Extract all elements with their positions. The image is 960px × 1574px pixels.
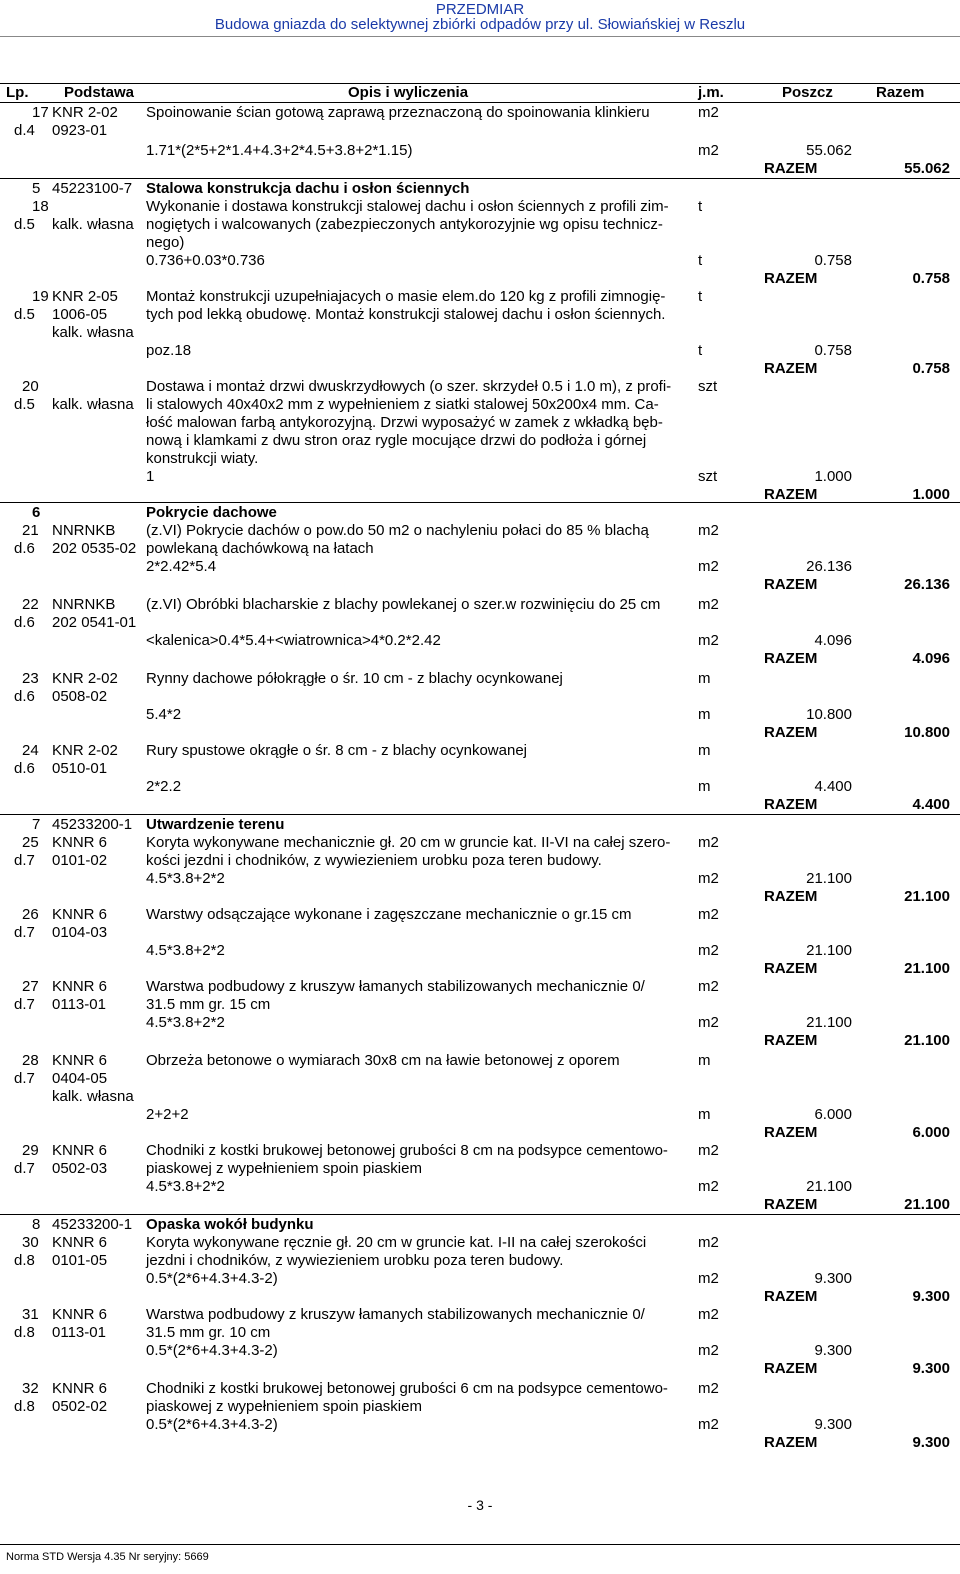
page-number: - 3 -: [467, 1497, 493, 1513]
table-cell: piaskowej z wypełnieniem spoin piaskiem: [146, 1398, 422, 1415]
table-cell: nego): [146, 234, 185, 251]
table-row: [0, 1342, 960, 1360]
table-cell: 18: [32, 198, 49, 215]
table-cell: 7: [32, 816, 41, 833]
table-cell: 0502-02: [52, 1398, 108, 1415]
table-cell: RAZEM: [764, 650, 818, 667]
table-cell: poz.18: [146, 342, 192, 359]
table-cell: Koryta wykonywane ręcznie gł. 20 cm w gruncie kat. I-II na całej szerokości: [146, 1234, 647, 1251]
table-cell: t: [698, 198, 703, 215]
table-cell: 1.000: [814, 468, 852, 485]
table-cell: d.8: [14, 1324, 35, 1341]
table-cell: KNNR 6: [52, 834, 108, 851]
table-cell: 4.096: [912, 650, 950, 667]
table-cell: m2: [698, 1234, 719, 1251]
table-cell: m2: [698, 1342, 719, 1359]
table-cell: piaskowej z wypełnieniem spoin piaskiem: [146, 1160, 422, 1177]
table-row: [0, 1270, 960, 1288]
table-cell: 2*2.2: [146, 778, 182, 795]
table-cell: m2: [698, 870, 719, 887]
table-row: [0, 1216, 960, 1234]
table-cell: powlekaną dachówkową na łatach: [146, 540, 374, 557]
table-cell: Chodniki z kostki brukowej betonowej grubości 8 cm na podsypce cementowo-: [146, 1142, 668, 1159]
table-cell: 0508-02: [52, 688, 108, 705]
table-row: [0, 288, 960, 306]
table-row: [0, 486, 960, 504]
table-cell: 0.5*(2*6+4.3+4.3-2): [146, 1342, 278, 1359]
table-row: [0, 160, 960, 178]
table-cell: (z.VI) Pokrycie dachów o pow.do 50 m2 o nachyleniu połaci do 85 % blachą: [146, 522, 649, 539]
col-podstawa: Podstawa: [64, 84, 135, 101]
table-row: [0, 852, 960, 870]
table-cell: tych pod lekką obudowę. Montaż konstrukcji stalowej dachu i osłon ściennych.: [146, 306, 666, 323]
table-cell: KNNR 6: [52, 906, 108, 923]
table-cell: 0101-02: [52, 852, 108, 869]
table-row: [0, 1070, 960, 1088]
table-cell: 5: [32, 180, 41, 197]
col-opis: Opis i wyliczenia: [348, 84, 469, 101]
table-cell: RAZEM: [764, 360, 818, 377]
table-row: [0, 342, 960, 360]
table-cell: (z.VI) Obróbki blacharskie z blachy powlekanej o szer.w rozwinięciu do 25 cm: [146, 596, 661, 613]
table-cell: RAZEM: [764, 160, 818, 177]
table-row: [0, 688, 960, 706]
table-cell: 19: [32, 288, 49, 305]
table-row: [0, 996, 960, 1014]
table-cell: m: [698, 706, 711, 723]
table-row: [0, 450, 960, 468]
table-cell: 0.5*(2*6+4.3+4.3-2): [146, 1270, 278, 1287]
table-cell: 2*2.42*5.4: [146, 558, 217, 575]
table-cell: 17: [32, 104, 49, 121]
table-cell: KNNR 6: [52, 1234, 108, 1251]
table-row: [0, 1124, 960, 1142]
table-cell: Montaż konstrukcji uzupełniajacych o masie elem.do 120 kg z profili zimnogię-: [146, 288, 666, 305]
table-cell: kalk. własna: [52, 396, 134, 413]
table-cell: m2: [698, 1142, 719, 1159]
table-row: [0, 724, 960, 742]
table-cell: 2+2+2: [146, 1106, 189, 1123]
table-cell: m2: [698, 558, 719, 575]
table-cell: 202 0535-02: [52, 540, 137, 557]
table-cell: d.8: [14, 1398, 35, 1415]
table-row: [0, 760, 960, 778]
table-cell: 1.000: [912, 486, 950, 503]
table-row: [0, 270, 960, 288]
table-cell: jezdni i chodników, z wywiezieniem urobku poza teren budowy.: [146, 1252, 564, 1269]
table-cell: KNNR 6: [52, 1052, 108, 1069]
table-cell: KNNR 6: [52, 1142, 108, 1159]
table-cell: m2: [698, 596, 719, 613]
table-cell: RAZEM: [764, 888, 818, 905]
table-row: [0, 942, 960, 960]
table-cell: d.6: [14, 688, 35, 705]
table-cell: 21.100: [904, 888, 950, 905]
table-row: [0, 1178, 960, 1196]
table-cell: m2: [698, 1306, 719, 1323]
table-cell: 4.5*3.8+2*2: [146, 870, 225, 887]
section-separator: [0, 178, 960, 179]
table-cell: d.5: [14, 306, 35, 323]
table-row: [0, 216, 960, 234]
table-cell: nogiętych i walcowanych (zabezpieczonych antykorozyjnie wg opisu technicz-: [146, 216, 663, 233]
table-cell: 0.736+0.03*0.736: [146, 252, 265, 269]
table-row: [0, 1252, 960, 1270]
table-row: [0, 360, 960, 378]
table-cell: 31: [22, 1306, 39, 1323]
table-cell: KNR 2-05: [52, 288, 118, 305]
table-cell: 0.758: [814, 252, 852, 269]
table-row: [0, 1142, 960, 1160]
table-cell: 0.5*(2*6+4.3+4.3-2): [146, 1416, 278, 1433]
table-cell: 45223100-7: [52, 180, 133, 197]
table-cell: 23: [22, 670, 39, 687]
table-row: [0, 1196, 960, 1214]
table-cell: m2: [698, 978, 719, 995]
table-cell: m2: [698, 1178, 719, 1195]
table-cell: RAZEM: [764, 270, 818, 287]
table-cell: d.7: [14, 924, 35, 941]
table-cell: Warstwa podbudowy z kruszyw łamanych stabilizowanych mechanicznie 0/: [146, 1306, 645, 1323]
table-cell: 29: [22, 1142, 39, 1159]
table-row: [0, 378, 960, 396]
table-cell: 6.000: [912, 1124, 950, 1141]
table-cell: 26: [22, 906, 39, 923]
table-cell: 31.5 mm gr. 10 cm: [146, 1324, 271, 1341]
table-cell: 4.5*3.8+2*2: [146, 942, 225, 959]
table-cell: 9.300: [814, 1416, 852, 1433]
table-cell: Stalowa konstrukcja dachu i osłon ściennych: [146, 180, 470, 197]
table-cell: Koryta wykonywane mechanicznie gł. 20 cm w gruncie kat. II-VI na całej szero-: [146, 834, 671, 851]
table-cell: kalk. własna: [52, 216, 134, 233]
table-cell: 24: [22, 742, 39, 759]
table-cell: łość malowan farbą antykorozyjną. Drzwi wyposażyć w zamek z wkładką bęb-: [146, 414, 663, 431]
table-row: [0, 1088, 960, 1106]
table-cell: KNNR 6: [52, 1306, 108, 1323]
table-cell: 9.300: [912, 1288, 950, 1305]
table-cell: 1006-05: [52, 306, 108, 323]
table-cell: Utwardzenie terenu: [146, 816, 285, 833]
table-row: [0, 396, 960, 414]
table-row: [0, 234, 960, 252]
table-cell: 4.400: [814, 778, 852, 795]
table-cell: d.6: [14, 540, 35, 557]
table-row: [0, 1160, 960, 1178]
table-row: [0, 1288, 960, 1306]
table-row: [0, 1306, 960, 1324]
table-row: [0, 198, 960, 216]
section-separator: [0, 1214, 960, 1215]
table-cell: KNNR 6: [52, 1380, 108, 1397]
table-row: [0, 1380, 960, 1398]
table-row: [0, 522, 960, 540]
table-cell: 5.4*2: [146, 706, 182, 723]
table-cell: m2: [698, 906, 719, 923]
table-row: [0, 796, 960, 814]
table-cell: RAZEM: [764, 1124, 818, 1141]
table-cell: 4.096: [814, 632, 852, 649]
section-separator: [0, 814, 960, 815]
table-row: [0, 324, 960, 342]
col-jm: j.m.: [698, 84, 724, 101]
table-cell: Spoinowanie ścian gotową zaprawą przeznaczoną do spoinowania klinkieru: [146, 104, 650, 121]
table-cell: Rynny dachowe półokrągłe o śr. 10 cm - z blachy ocynkowanej: [146, 670, 563, 687]
table-cell: 30: [22, 1234, 39, 1251]
table-cell: 32: [22, 1380, 39, 1397]
col-poszcz: Poszcz: [782, 84, 833, 101]
table-cell: <kalenica>0.4*5.4+<wiatrownica>4*0.2*2.42: [146, 632, 441, 649]
table-row: [0, 614, 960, 632]
table-cell: RAZEM: [764, 1032, 818, 1049]
table-cell: m2: [698, 632, 719, 649]
table-cell: 27: [22, 978, 39, 995]
table-cell: 20: [22, 378, 39, 395]
table-cell: szt: [698, 468, 718, 485]
table-row: [0, 834, 960, 852]
table-row: [0, 1234, 960, 1252]
table-cell: 21: [22, 522, 39, 539]
table-cell: d.7: [14, 1070, 35, 1087]
table-cell: 4.5*3.8+2*2: [146, 1014, 225, 1031]
table-cell: 21.100: [806, 942, 852, 959]
table-cell: 25: [22, 834, 39, 851]
table-cell: m2: [698, 834, 719, 851]
table-cell: 26.136: [904, 576, 950, 593]
table-cell: konstrukcji wiaty.: [146, 450, 259, 467]
table-cell: 8: [32, 1216, 41, 1233]
table-cell: 10.800: [904, 724, 950, 741]
table-cell: 10.800: [806, 706, 852, 723]
table-row: [0, 888, 960, 906]
table-cell: m2: [698, 942, 719, 959]
table-cell: 45233200-1: [52, 816, 133, 833]
table-cell: Opaska wokół budynku: [146, 1216, 314, 1233]
table-cell: 9.300: [912, 1434, 950, 1451]
table-cell: 0101-05: [52, 1252, 108, 1269]
col-lp: Lp.: [6, 84, 29, 101]
table-row: [0, 870, 960, 888]
table-row: [0, 1360, 960, 1378]
table-cell: 31.5 mm gr. 15 cm: [146, 996, 271, 1013]
table-cell: 21.100: [904, 960, 950, 977]
table-row: [0, 650, 960, 668]
header-rule: [0, 36, 960, 37]
table-cell: m2: [698, 1270, 719, 1287]
table-cell: 21.100: [806, 870, 852, 887]
table-cell: d.7: [14, 996, 35, 1013]
table-row: [0, 180, 960, 198]
table-row: [0, 1032, 960, 1050]
table-cell: m: [698, 778, 711, 795]
table-cell: Wykonanie i dostawa konstrukcji stalowej dachu i osłon ściennych z profili zim-: [146, 198, 669, 215]
table-row: [0, 778, 960, 796]
table-row: [0, 142, 960, 160]
table-cell: KNR 2-02: [52, 670, 118, 687]
table-row: [0, 414, 960, 432]
table-row: [0, 924, 960, 942]
table-cell: 0113-01: [52, 996, 106, 1013]
table-row: [0, 540, 960, 558]
software-note: Norma STD Wersja 4.35 Nr seryjny: 5669: [6, 1551, 209, 1563]
table-cell: Warstwa podbudowy z kruszyw łamanych stabilizowanych mechanicznie 0/: [146, 978, 645, 995]
table-cell: m: [698, 742, 711, 759]
table-cell: kalk. własna: [52, 324, 134, 341]
table-cell: 28: [22, 1052, 39, 1069]
table-cell: d.4: [14, 122, 35, 139]
table-cell: RAZEM: [764, 576, 818, 593]
estimate-table-body: [0, 104, 960, 1544]
table-row: [0, 468, 960, 486]
table-cell: 4.400: [912, 796, 950, 813]
table-cell: 55.062: [904, 160, 950, 177]
table-cell: 0104-03: [52, 924, 108, 941]
table-cell: Warstwy odsączające wykonane i zagęszczane mechanicznie o gr.15 cm: [146, 906, 632, 923]
table-row: [0, 1052, 960, 1070]
table-row: [0, 1106, 960, 1124]
table-cell: m2: [698, 142, 719, 159]
table-cell: 22: [22, 596, 39, 613]
table-row: [0, 558, 960, 576]
table-cell: m: [698, 1052, 711, 1069]
table-cell: 0404-05: [52, 1070, 108, 1087]
table-row: [0, 906, 960, 924]
table-row: [0, 978, 960, 996]
table-cell: RAZEM: [764, 1360, 818, 1377]
table-cell: RAZEM: [764, 1196, 818, 1213]
table-cell: d.5: [14, 396, 35, 413]
table-row: [0, 1434, 960, 1452]
table-row: [0, 706, 960, 724]
table-cell: m2: [698, 522, 719, 539]
table-cell: 9.300: [814, 1342, 852, 1359]
table-cell: RAZEM: [764, 486, 818, 503]
table-cell: Dostawa i montaż drzwi dwuskrzydłowych (o szer. skrzydeł 0.5 i 1.0 m), z profi-: [146, 378, 672, 395]
table-row: [0, 960, 960, 978]
table-cell: nową i klamkami z dwu stron oraz rygle mocujące drzwi do podłoża i górnej: [146, 432, 647, 449]
table-cell: RAZEM: [764, 796, 818, 813]
table-cell: t: [698, 252, 703, 269]
table-cell: 0923-01: [52, 122, 108, 139]
table-row: [0, 104, 960, 122]
document-title: PRZEDMIAR: [435, 1, 525, 18]
table-row: [0, 306, 960, 324]
table-cell: 55.062: [806, 142, 852, 159]
table-cell: t: [698, 288, 703, 305]
table-row: [0, 742, 960, 760]
table-cell: d.6: [14, 760, 35, 777]
table-cell: 0113-01: [52, 1324, 106, 1341]
table-row: [0, 252, 960, 270]
table-row: [0, 670, 960, 688]
table-cell: li stalowych 40x40x2 mm z wypełnieniem z siatki stalowej 50x200x4 mm. Ca-: [146, 396, 659, 413]
table-cell: m: [698, 1106, 711, 1123]
table-row: [0, 816, 960, 834]
table-cell: 1: [146, 468, 155, 485]
table-cell: 9.300: [814, 1270, 852, 1287]
table-cell: 1.71*(2*5+2*1.4+4.3+2*4.5+3.8+2*1.15): [146, 142, 413, 159]
table-cell: KNR 2-02: [52, 742, 118, 759]
table-row: [0, 1324, 960, 1342]
table-cell: 0502-03: [52, 1160, 108, 1177]
table-cell: NNRNKB: [52, 596, 116, 613]
table-cell: m2: [698, 1416, 719, 1433]
table-cell: RAZEM: [764, 1434, 818, 1451]
column-header-row: [0, 83, 960, 103]
table-cell: 21.100: [806, 1014, 852, 1031]
table-cell: RAZEM: [764, 724, 818, 741]
table-row: [0, 122, 960, 140]
table-row: [0, 632, 960, 650]
table-row: [0, 1014, 960, 1032]
table-cell: szt: [698, 378, 718, 395]
table-cell: 0510-01: [52, 760, 108, 777]
table-row: [0, 504, 960, 522]
table-cell: 45233200-1: [52, 1216, 133, 1233]
table-row: [0, 432, 960, 450]
table-cell: 0.758: [912, 270, 950, 287]
table-cell: kości jezdni i chodników, z wywiezieniem urobku poza teren budowy.: [146, 852, 602, 869]
col-razem: Razem: [876, 84, 925, 101]
table-cell: m: [698, 670, 711, 687]
table-cell: t: [698, 342, 703, 359]
table-cell: 0.758: [912, 360, 950, 377]
table-cell: Rury spustowe okrągłe o śr. 8 cm - z blachy ocynkowanej: [146, 742, 527, 759]
table-cell: RAZEM: [764, 960, 818, 977]
table-cell: 9.300: [912, 1360, 950, 1377]
table-cell: d.6: [14, 614, 35, 631]
table-cell: KNNR 6: [52, 978, 108, 995]
table-cell: d.7: [14, 852, 35, 869]
table-cell: 26.136: [806, 558, 852, 575]
table-cell: 21.100: [904, 1196, 950, 1213]
table-cell: KNR 2-02: [52, 104, 118, 121]
table-cell: 6.000: [814, 1106, 852, 1123]
table-cell: 202 0541-01: [52, 614, 137, 631]
table-cell: m2: [698, 104, 719, 121]
table-row: [0, 576, 960, 594]
table-cell: 21.100: [806, 1178, 852, 1195]
table-cell: 6: [32, 504, 41, 521]
table-cell: m2: [698, 1014, 719, 1031]
table-row: [0, 1398, 960, 1416]
table-cell: Pokrycie dachowe: [146, 504, 277, 521]
table-cell: 21.100: [904, 1032, 950, 1049]
table-cell: d.5: [14, 216, 35, 233]
table-cell: d.7: [14, 1160, 35, 1177]
table-cell: Obrzeża betonowe o wymiarach 30x8 cm na ławie betonowej z oporem: [146, 1052, 620, 1069]
table-row: [0, 596, 960, 614]
table-row: [0, 1416, 960, 1434]
table-cell: d.8: [14, 1252, 35, 1269]
table-cell: RAZEM: [764, 1288, 818, 1305]
table-cell: 0.758: [814, 342, 852, 359]
table-cell: 4.5*3.8+2*2: [146, 1178, 225, 1195]
table-cell: NNRNKB: [52, 522, 116, 539]
table-cell: kalk. własna: [52, 1088, 134, 1105]
document-subtitle: Budowa gniazda do selektywnej zbiórki odpadów przy ul. Słowiańskiej w Reszlu: [214, 16, 746, 33]
table-cell: m2: [698, 1380, 719, 1397]
table-cell: Chodniki z kostki brukowej betonowej grubości 6 cm na podsypce cementowo-: [146, 1380, 668, 1397]
footer-rule: [0, 1544, 960, 1545]
